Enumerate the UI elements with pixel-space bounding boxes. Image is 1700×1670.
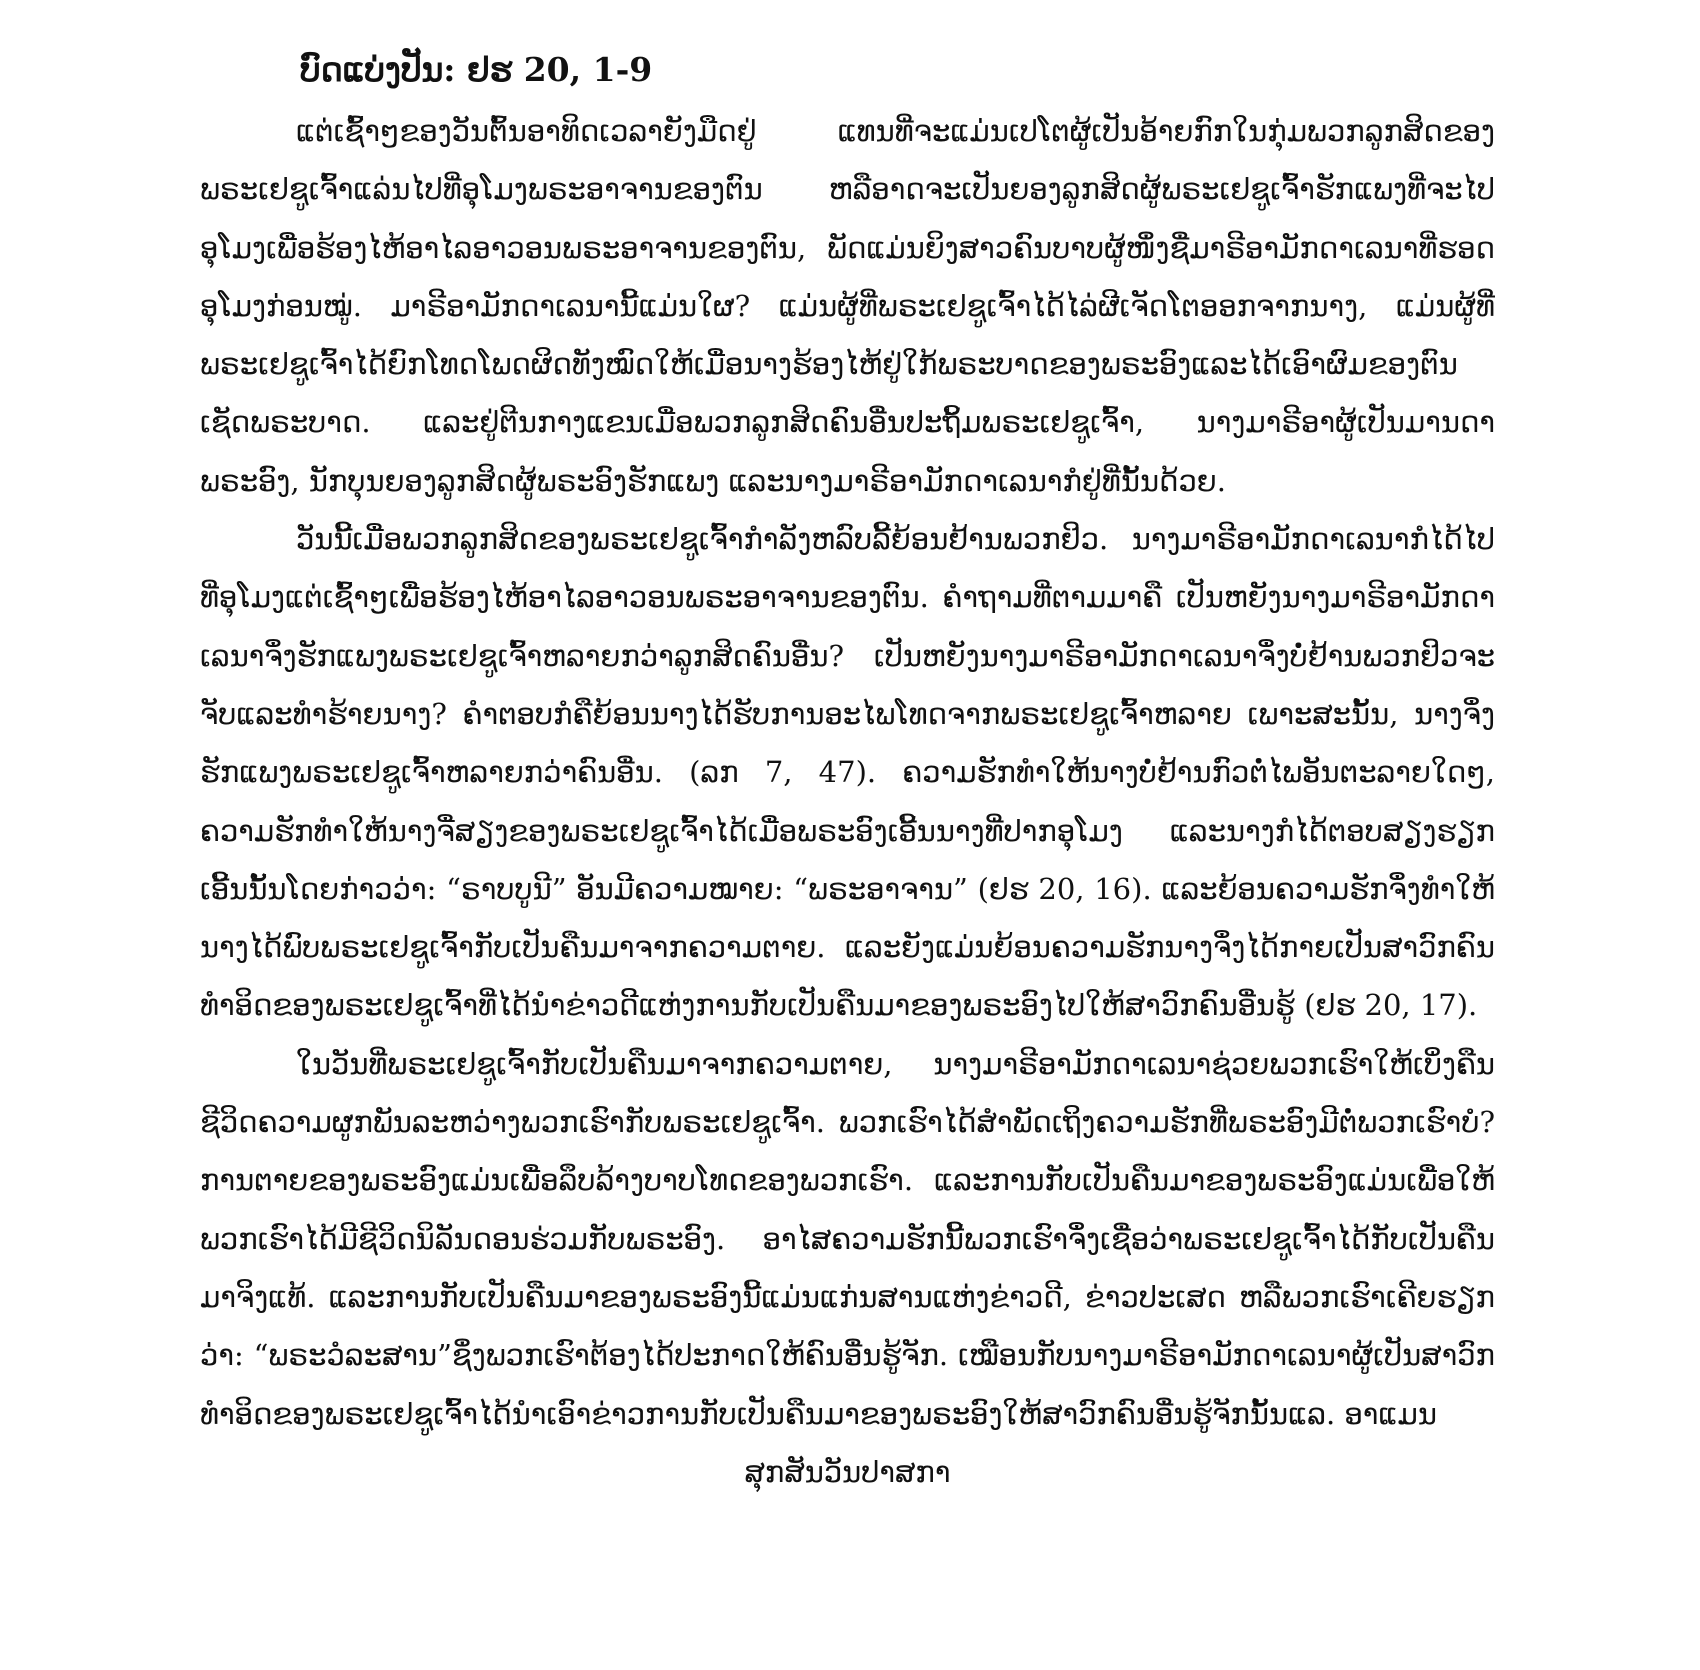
document-heading: ບົດແບ່ງປັນ: ຢຮ 20, 1-9 (300, 50, 653, 89)
closing-line: ສຸກສັນວັນປາສກາ (744, 1454, 951, 1489)
paragraph-3: ໃນວັນທີ່ພຣະເຢຊູເຈົ້າກັບເປັນຄືນມາຈາກຄວາມຕາຍ, ນາງມາຣີອາມັກດາເລນາຊ່ວຍພວກເຮົາໃຫ້ເບິ່ງຄືນຊີວິດຄວາມຜູກພັນລະຫວ່າງພວກເຮົາກັບພຣະເຢຊູເຈົ້າ. ພວກເຮົາໄດ້ສຳພັດເຖິງຄວາມຮັກທີ່ພຣະອົງມີຕໍ່ພວກເຮົາບໍ? ການຕາຍຂອງພຣະອົງແມ່ນເພື່ອລຶບລ້າງບາບໂທດຂອງພວກເຮົາ. ແລະການກັບເປັນຄືນມາຂອງພຣະອົງແມ່ນເພື່ອໃຫ້ພວກເຮົາໄດ້ມີຊີວິດນິລັນດອນຮ່ວມກັບພຣະອົງ. ອາໄສຄວາມຮັກນີ້ພວກເຮົາຈຶ່ງເຊື່ອວ່າພຣະເຢຊູເຈົ້າໄດ້ກັບເປັນຄືນມາຈິງແທ້. ແລະການກັບເປັນຄືນມາຂອງພຣະອົງນີ້ແມ່ນແກ່ນສານແຫ່ງຂ່າວດີ, ຂ່າວປະເສດ ຫລືພວກເຮົາເຄີຍຮຽກວ່າ: “ພຣະວໍລະສານ”ຊຶ່ງພວກເຮົາຕ້ອງໄດ້ປະກາດໃຫ້ຄົນອື່ນຮູ້ຈັກ. ເໝືອນກັບນາງມາຣີອາມັກດາເລນາຜູ້ເປັນສາວົກທຳອິດຂອງພຣະເຢຊູເຈົ້າໄດ້ນຳເອົາຂ່າວການກັບເປັນຄືນມາຂອງພຣະອົງໃຫ້ສາວົກຄົນອື່ນຮູ້ຈັກນັ້ນແລ. ອາແມນ (200, 1046, 1495, 1431)
document-page (200, 44, 1495, 1644)
paragraph-2: ວັນນີ້ເມື່ອພວກລູກສິດຂອງພຣະເຢຊູເຈົ້າກຳລັງຫລົບລີ້ຍ້ອນຢ້ານພວກຢິວ. ນາງມາຣີອາມັກດາເລນາກໍໄດ້ໄປທີ່ອຸໂມງແຕ່ເຊົ້າໆເພື່ອຮ້ອງໄຫ້ອາໄລອາວອນພຣະອາຈານຂອງຕົນ. ຄຳຖາມທີ່ຕາມມາຄື ເປັນຫຍັງນາງມາຣີອາມັກດາເລນາຈຶ່ງຮັກແພງພຣະເຢຊູເຈົ້າຫລາຍກວ່າລູກສິດຄົນອື່ນ? ເປັນຫຍັງນາງມາຣີອາມັກດາເລນາຈຶ່ງບໍ່ຢ້ານພວກຢິວຈະຈັບແລະທຳຮ້າຍນາງ? ຄຳຕອບກໍຄືຍ້ອນນາງໄດ້ຮັບການອະໄພໂທດຈາກພຣະເຢຊູເຈົ້າຫລາຍ ເພາະສະນັ້ນ, ນາງຈຶ່ງຮັກແພງພຣະເຢຊູເຈົ້າຫລາຍກວ່າຄົນອື່ນ. (ລກ 7, 47). ຄວາມຮັກທຳໃຫ້ນາງບໍ່ຢ້ານກົວຕໍ່ໄພອັນຕະລາຍໃດໆ, ຄວາມຮັກທຳໃຫ້ນາງຈື່ສຽງຂອງພຣະເຢຊູເຈົ້າໄດ້ເມື່ອພຣະອົງເອີ້ນນາງທີ່ປາກອຸໂມງ ແລະນາງກໍໄດ້ຕອບສຽງຮຽກເອີ້ນນັ້ນໂດຍກ່າວວ່າ: “ຣາບບູນີ” ອັນມີຄວາມໝາຍ: “ພຣະອາຈານ” (ຢຮ 20, 16). ແລະຍ້ອນຄວາມຮັກຈຶ່ງທຳໃຫ້ນາງໄດ້ພົບພຣະເຢຊູເຈົ້າກັບເປັນຄືນມາຈາກຄວາມຕາຍ. ແລະຍັງແມ່ນຍ້ອນຄວາມຮັກນາງຈຶ່ງໄດ້ກາຍເປັນສາວົກຄົນທຳອິດຂອງພຣະເຢຊູເຈົ້າທີ່ໄດ້ນຳຂ່າວດີແຫ່ງການກັບເປັນຄືນມາຂອງພຣະອົງໄປໃຫ້ສາວົກຄົນອື່ນຮູ້ (ຢຮ 20, 17). (200, 522, 1495, 1023)
paragraph-1: ແຕ່ເຊົ້າໆຂອງວັນຕົ້ນອາທິດເວລາຍັງມືດຢູ່ ແທນທີ່ຈະແມ່ນເປໂຕຜູ້ເປັນອ້າຍກົກໃນກຸ່ມພວກລູກສິດຂອງພຣະເຢຊູເຈົ້າແລ່ນໄປທີ່ອຸໂມງພຣະອາຈານຂອງຕົນ ຫລືອາດຈະເປັນຍອງລູກສິດຜູ້ພຣະເຢຊູເຈົ້າຮັກແພງທີ່ຈະໄປອຸໂມງເພື່ອຮ້ອງໄຫ້ອາໄລອາວອນພຣະອາຈານຂອງຕົນ, ພັດແມ່ນຍິງສາວຄົນບາບຜູ້ໜຶ່ງຊື່ມາຣີອາມັກດາເລນາທີ່ຮອດອຸໂມງກ່ອນໝູ່. ມາຣີອາມັກດາເລນານີ້ແມ່ນໃຜ? ແມ່ນຜູ້ທີ່ພຣະເຢຊູເຈົ້າໄດ້ໄລ່ຜີເຈັດໂຕອອກຈາກນາງ, ແມ່ນຜູ້ທີ່ພຣະເຢຊູເຈົ້າໄດ້ຍົກໂທດໂພດຜິດທັງໝົດໃຫ້ເມື່ອນາງຮ້ອງໄຫ້ຢູ່ໃກ້ພຣະບາດຂອງພຣະອົງແລະໄດ້ເອົາຜົມຂອງຕົນເຊັດພຣະບາດ. ແລະຢູ່ຕີນກາງແຂນເມື່ອພວກລູກສິດຄົນອື່ນປະຖິ້ມພຣະເຢຊູເຈົ້າ, ນາງມາຣີອາຜູ້ເປັນມານດາພຣະອົງ, ນັກບຸນຍອງລູກສິດຜູ້ພຣະອົງຮັກແພງ ແລະນາງມາຣີອາມັກດາເລນາກໍຢູ່ທີ່ນັ້ນດ້ວຍ. (200, 114, 1495, 498)
